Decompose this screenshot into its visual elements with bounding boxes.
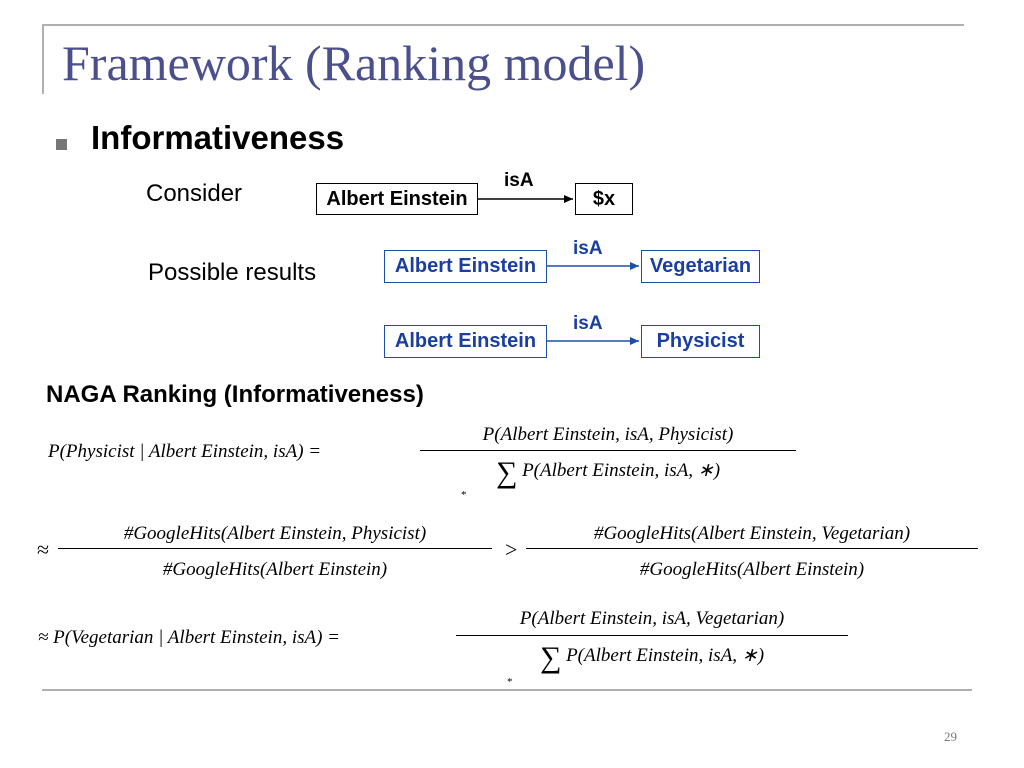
slide-title: Framework (Ranking model) xyxy=(62,35,646,91)
formula-4-lhs: ≈ P(Vegetarian | Albert Einstein, isA) = xyxy=(38,627,340,648)
formula-1-denominator-wrap xyxy=(420,456,796,490)
formula-2-fraction-left xyxy=(58,523,492,583)
formula-4-sigma-sub: * xyxy=(507,676,513,688)
result-2-subject-box: Albert Einstein xyxy=(384,325,547,358)
formula-1-numerator: P(Albert Einstein, isA, Physicist) xyxy=(482,424,734,445)
consider-subject-box: Albert Einstein xyxy=(316,183,478,215)
formula-1-sigma: ∑ xyxy=(495,456,518,489)
section-heading: NAGA Ranking (Informativeness) xyxy=(46,381,424,408)
consider-object-box: $x xyxy=(575,183,633,215)
formula-2-approx: ≈ xyxy=(37,537,50,562)
formula-1-denominator: P(Albert Einstein, isA, ∗) xyxy=(522,460,721,481)
formula-4-sigma: ∑ xyxy=(539,641,562,674)
formula-2-denominator: #GoogleHits(Albert Einstein) xyxy=(162,559,388,580)
formula-4-fraction xyxy=(456,608,848,686)
formula-2-bar xyxy=(58,548,492,549)
formula-4-denominator: P(Albert Einstein, isA, ∗) xyxy=(566,645,765,666)
formula-3-denominator: #GoogleHits(Albert Einstein) xyxy=(639,559,865,580)
formula-4-bar xyxy=(456,635,848,636)
results-label: Possible results xyxy=(148,259,317,286)
formula-1-fraction xyxy=(420,424,796,502)
formula-1-sigma-sub: * xyxy=(461,489,467,501)
result-1-subject-box: Albert Einstein xyxy=(384,250,547,283)
formula-3-numerator: #GoogleHits(Albert Einstein, Vegetarian) xyxy=(593,523,911,544)
formula-1-lhs: P(Physicist | Albert Einstein, isA) = xyxy=(48,441,322,462)
formula-2-numerator: #GoogleHits(Albert Einstein, Physicist) xyxy=(123,523,427,544)
formula-4-numerator: P(Albert Einstein, isA, Vegetarian) xyxy=(519,608,785,629)
result-1-relation-label: isA xyxy=(573,238,603,259)
consider-relation-label: isA xyxy=(504,170,534,191)
result-2-relation-label: isA xyxy=(573,313,603,334)
page-number: 29 xyxy=(944,729,957,744)
formula-4-denominator-wrap xyxy=(456,641,848,675)
formula-3-bar xyxy=(526,548,978,549)
formula-1-bar xyxy=(420,450,796,451)
bullet-heading: Informativeness xyxy=(91,119,345,156)
consider-label: Consider xyxy=(146,180,243,207)
result-2-object-box: Physicist xyxy=(641,325,760,358)
formula-3-fraction-right xyxy=(526,523,978,583)
formula-2-greater-than: > xyxy=(505,537,518,562)
result-1-object-box: Vegetarian xyxy=(641,250,760,283)
